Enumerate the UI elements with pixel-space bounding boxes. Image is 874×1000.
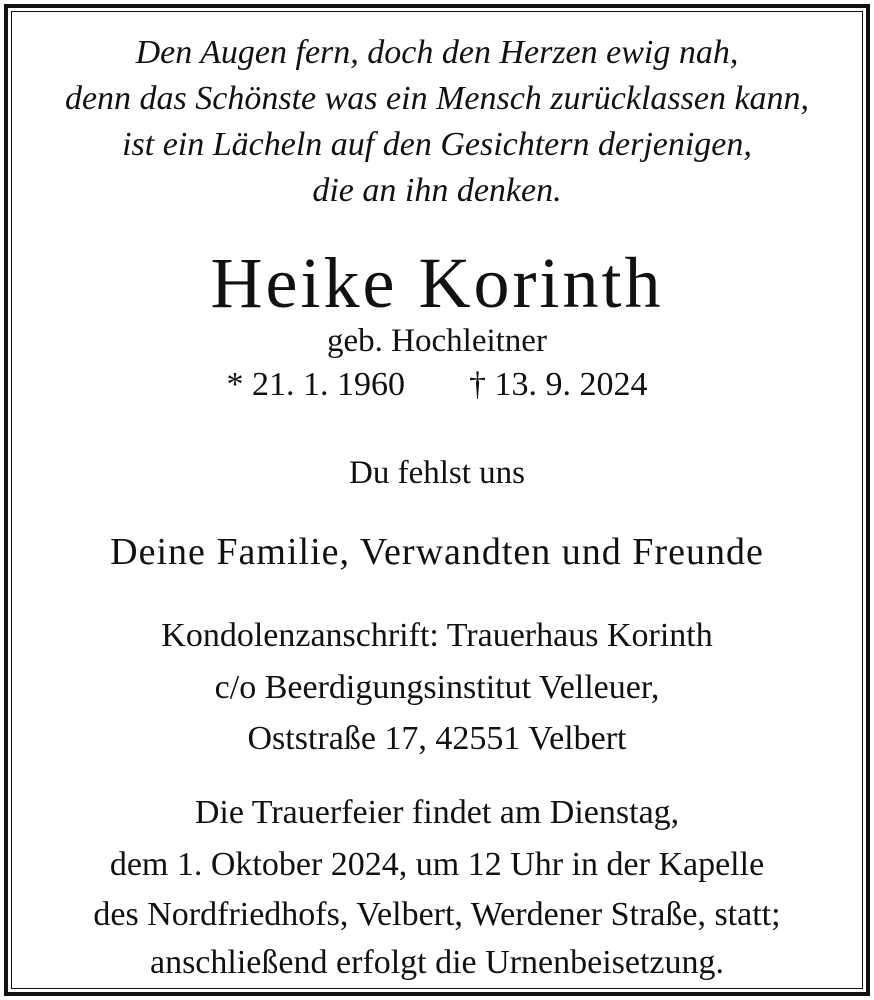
deceased-name: Heike Korinth	[210, 243, 664, 323]
death-date: † 13. 9. 2024	[469, 366, 648, 403]
family-signature: Deine Familie, Verwandten und Freunde	[110, 531, 764, 573]
ceremony-line-2: dem 1. Oktober 2024, um 12 Uhr in der Kapelle	[109, 846, 765, 883]
condolence-line-2: c/o Beerdigungsinstitut Velleuer,	[214, 669, 660, 706]
ceremony-line-4: anschließend erfolgt die Urnenbeisetzung.	[149, 944, 724, 981]
condolence-line-3: Oststraße 17, 42551 Velbert	[247, 720, 627, 757]
poem-line-1: Den Augen fern, doch den Herzen ewig nah,	[135, 34, 739, 71]
farewell-message: Du fehlst uns	[349, 455, 525, 491]
poem-line-3: ist ein Lächeln auf den Gesichtern derjenigen,	[122, 126, 752, 163]
birth-date: * 21. 1. 1960	[226, 366, 405, 403]
poem-line-4: die an ihn denken.	[312, 172, 562, 209]
birth-name: geb. Hochleitner	[327, 323, 547, 359]
poem-line-2: denn das Schönste was ein Mensch zurücklassen kann,	[64, 80, 810, 117]
life-dates	[11, 365, 863, 405]
ceremony-line-1: Die Trauerfeier findet am Dienstag,	[194, 794, 680, 831]
obituary-notice	[11, 11, 863, 989]
ceremony-line-3: des Nordfriedhofs, Velbert, Werdener Straße, statt;	[93, 896, 781, 933]
condolence-line-1: Kondolenzanschrift: Trauerhaus Korinth	[161, 617, 713, 654]
